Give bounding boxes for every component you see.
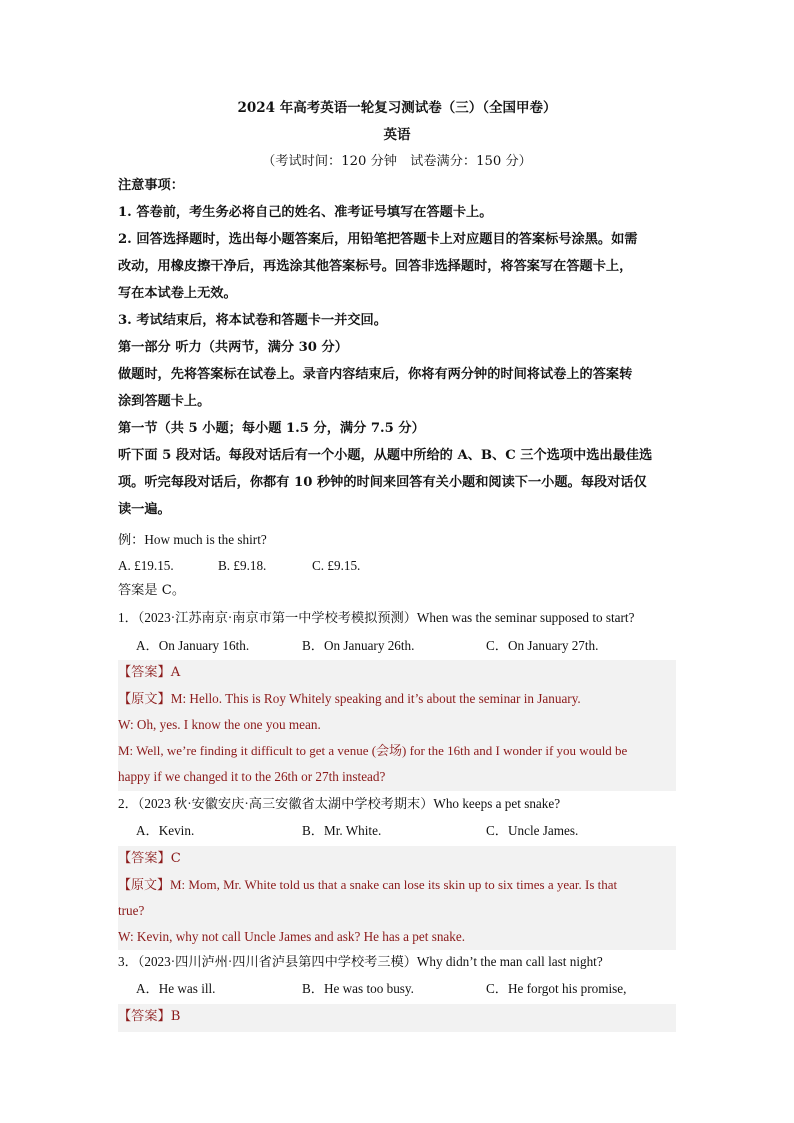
part1-instruction-line-1: 做题时，先将答案标在试卷上。录音内容结束后，你将有两分钟的时间将试卷上的答案转 bbox=[118, 367, 633, 382]
question-1-transcript-line-3: M: Well, we’re finding it difficult to get a venue (会场) for the 16th and I wonder if you would be bbox=[118, 743, 628, 758]
notice-item-3: 3. 考试结束后，将本试卷和答题卡一并交回。 bbox=[118, 313, 387, 328]
question-1-transcript-line-1: 【原文】M: Hello. This is Roy Whitely speaking and it’s about the seminar in January. bbox=[118, 691, 581, 706]
question-1-option-b: B．On January 26th. bbox=[302, 638, 415, 653]
notice-item-2-line-1: 2. 回答选择题时，选出每小题答案后，用铅笔把答题卡上对应题目的答案标号涂黑。如需 bbox=[118, 232, 638, 247]
question-2-transcript-line-3: W: Kevin, why not call Uncle James and ask? He has a pet snake. bbox=[118, 929, 466, 944]
question-2-answer-block bbox=[118, 846, 676, 950]
example-option-b: B. £9.18. bbox=[218, 558, 267, 573]
section1-heading: 第一节（共 5 小题；每小题 1.5 分，满分 7.5 分） bbox=[118, 421, 425, 436]
question-1-stem: 1．（2023·江苏南京·南京市第一中学校考模拟预测）When was the seminar supposed to start? bbox=[118, 610, 635, 625]
question-2-answer: 【答案】C bbox=[118, 851, 181, 866]
section1-line-2: 项。听完每段对话后，你都有 10 秒钟的时间来回答有关小题和阅读下一小题。每段对话仅 bbox=[118, 475, 647, 490]
question-3-option-a: A．He was ill. bbox=[136, 981, 216, 996]
section1-line-1: 听下面 5 段对话。每段对话后有一个小题，从题中所给的 A、B、C 三个选项中选出最佳选 bbox=[118, 448, 653, 463]
question-3-stem: 3．（2023·四川泸州·四川省泸县第四中学校考三模）Why didn’t the man call last night? bbox=[118, 954, 603, 969]
question-2-option-b: B．Mr. White. bbox=[302, 823, 382, 838]
example-option-c: C. £9.15. bbox=[312, 558, 361, 573]
example-option-a: A. £19.15. bbox=[118, 558, 174, 573]
question-1-option-c: C．On January 27th. bbox=[486, 638, 599, 653]
part1-heading: 第一部分 听力（共两节，满分 30 分） bbox=[118, 340, 348, 355]
notice-item-1: 1. 答卷前，考生务必将自己的姓名、准考证号填写在答题卡上。 bbox=[118, 205, 493, 220]
exam-title: 2024 年高考英语一轮复习测试卷（三）（全国甲卷） bbox=[237, 100, 557, 116]
exam-info: （考试时间：120 分钟 试卷满分：150 分） bbox=[262, 154, 532, 169]
question-1-transcript-line-4: happy if we changed it to the 26th or 27th instead? bbox=[118, 769, 386, 784]
question-3-option-b: B．He was too busy. bbox=[302, 981, 414, 996]
question-1-option-a: A．On January 16th. bbox=[136, 638, 250, 653]
question-1-answer: 【答案】A bbox=[118, 665, 181, 680]
notice-heading: 注意事项： bbox=[118, 178, 184, 193]
question-2-transcript-line-2: true? bbox=[118, 903, 145, 918]
question-2-transcript-line-1: 【原文】M: Mom, Mr. White told us that a snake can lose its skin up to six times a year. Is that bbox=[118, 877, 618, 892]
question-3-option-c: C．He forgot his promise, bbox=[486, 981, 627, 996]
question-2-option-a: A．Kevin. bbox=[136, 823, 195, 838]
example-answer: 答案是 C。 bbox=[118, 583, 186, 598]
section1-line-3: 读一遍。 bbox=[118, 502, 171, 517]
subject-title: 英语 bbox=[383, 127, 411, 143]
example-question: 例：How much is the shirt? bbox=[118, 532, 267, 547]
question-3-answer-block bbox=[118, 1004, 676, 1032]
notice-item-2-line-2: 改动，用橡皮擦干净后，再选涂其他答案标号。回答非选择题时，将答案写在答题卡上， bbox=[118, 259, 633, 274]
question-1-transcript-line-2: W: Oh, yes. I know the one you mean. bbox=[118, 717, 321, 732]
part1-instruction-line-2: 涂到答题卡上。 bbox=[118, 394, 211, 409]
notice-item-2-line-3: 写在本试卷上无效。 bbox=[118, 286, 237, 301]
question-2-option-c: C．Uncle James. bbox=[486, 823, 579, 838]
question-2-stem: 2．（2023 秋·安徽安庆·高三安徽省太湖中学校考期末）Who keeps a pet snake? bbox=[118, 796, 561, 811]
question-3-answer: 【答案】B bbox=[118, 1009, 181, 1024]
question-1-answer-block bbox=[118, 660, 676, 791]
